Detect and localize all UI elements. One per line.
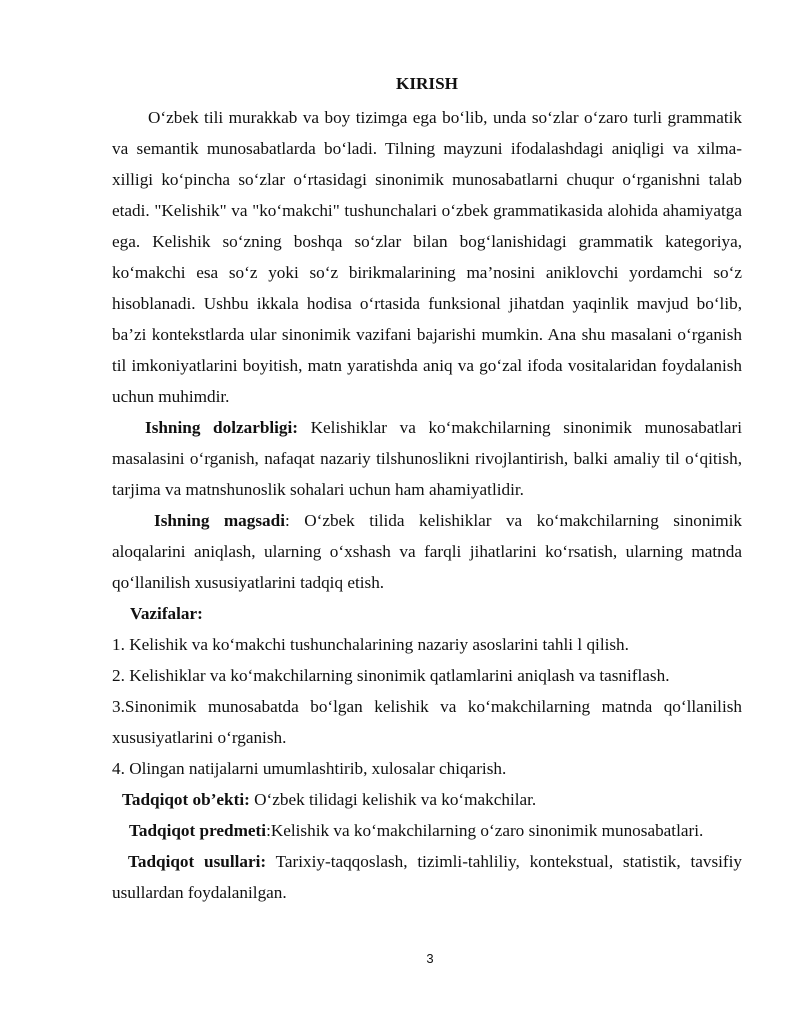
methods-label: Tadqiqot usullari:: [128, 852, 267, 871]
task-item: 1. Kelishik va ko‘makchi tushunchalarining nazariy asoslarini tahli l qilish.: [112, 635, 629, 654]
tasks-label: Vazifalar:: [130, 604, 203, 623]
subject-paragraph: [112, 815, 742, 846]
tasks-heading: [112, 598, 742, 629]
document-page: [112, 70, 742, 908]
goal-paragraph: [112, 505, 742, 598]
relevance-text: Kelishiklar va ko‘makchilarning sinonimik munosabatlari masalasini o‘rganish, nafaqat nazariy tilshunoslikni rivojlantirish, balki amaliy til o‘qitish, tarjima va matnshunoslik sohalari uchun ham ahamiyatlidir.: [112, 418, 743, 499]
relevance-paragraph: [112, 412, 742, 505]
subject-label: Tadqiqot predmeti: [129, 821, 267, 840]
relevance-label: Ishning dolzarbligi:: [145, 418, 299, 437]
task-item: 4. Olingan natijalarni umumlashtirib, xulosalar chiqarish.: [112, 759, 507, 778]
object-label: Tadqiqot ob’ekti:: [122, 790, 250, 809]
section-title: KIRISH: [395, 74, 459, 93]
task-item: 2. Kelishiklar va ko‘makchilarning sinonimik qatlamlarini aniqlash va tasniflash.: [112, 666, 670, 685]
intro-paragraph: O‘zbek tili murakkab va boy tizimga ega bo‘lib, unda so‘zlar o‘zaro turli grammatik va semantik munosabatlarda bo‘ladi. Tilning mayzuni ifodalashdagi aniqligi va xilma-xilligi ko‘pincha so‘zlar o‘rtasidagi sinonimik munosabatlarni chuqur o‘rganishni talab etadi. "Kelishik" va "ko‘makchi" tushunchalari o‘zbek grammatikasida alohida ahamiyatga ega. Kelishik so‘zning boshqa so‘zlar bilan bog‘lanishidagi grammatik kategoriya, ko‘makchi esa so‘z yoki so‘z birikmalarining ma’nosini aniklovchi yordamchi so‘z hisoblanadi. Ushbu ikkala hodisa o‘rtasida funksional jihatdan yaqinlik mavjud bo‘lib, ba’zi kontekstlarda ular sinonimik vazifani bajarishi mumkin. Ana shu masalani o‘rganish til imkoniyatlarini boyitish, matn yaratishda aniq va go‘zal ifoda vositalaridan foydalanish uchun muhimdir.: [112, 108, 742, 406]
object-text: O‘zbek tilidagi kelishik va ko‘makchilar.: [249, 790, 537, 809]
subject-text: :Kelishik va ko‘makchilarning o‘zaro sinonimik munosabatlari.: [266, 821, 704, 840]
goal-text: : O‘zbek tilida kelishiklar va ko‘makchilarning sinonimik aloqalarini aniqlash, ularning o‘xshash va farqli jihatlarini ko‘rsatish, ularning matnda qo‘llanilish xususiyatlarini tadqiq etish.: [112, 511, 742, 592]
methods-text: Tarixiy-taqqoslash, tizimli-tahliliy, kontekstual, statistik, tavsifiy usullardan foydalanilgan.: [112, 852, 742, 902]
task-item: 3.Sinonimik munosabatda bo‘lgan kelishik va ko‘makchilarning matnda qo‘llanilish xususiyatlarini o‘rganish.: [112, 697, 742, 747]
methods-paragraph: [112, 846, 742, 908]
page-number: 3: [426, 951, 434, 966]
object-paragraph: [112, 784, 742, 815]
goal-label: Ishning magsadi: [154, 511, 285, 530]
